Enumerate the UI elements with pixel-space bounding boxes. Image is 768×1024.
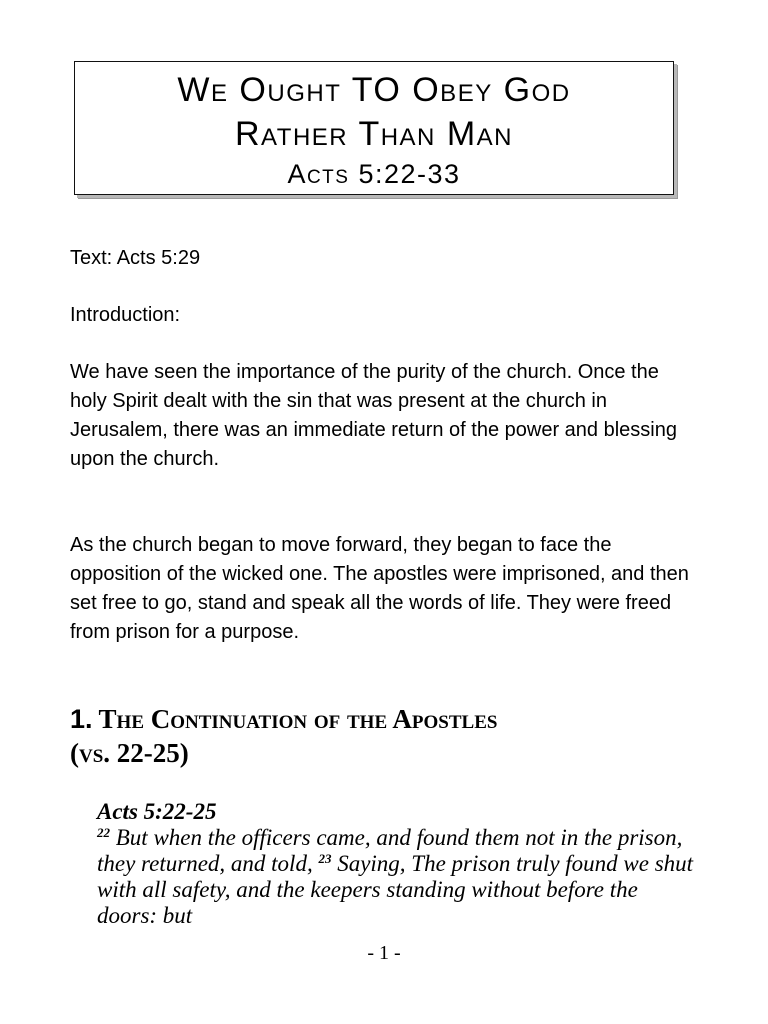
section-title: The Continuation of the Apostles bbox=[98, 704, 498, 734]
verse-number-23: 23 bbox=[318, 851, 332, 866]
verse-22-text: But when the officers came, and found them not in the prison, they returned, and told, bbox=[97, 825, 683, 876]
text-reference: Text: Acts 5:29 bbox=[70, 247, 201, 269]
paragraph-1: We have seen the importance of the purity of the church. Once the holy Spirit dealt with the sin that was present at the church in Jerusalem, there was an immediate return of the power and blessing upon the church. bbox=[70, 361, 677, 470]
title-line-2: Rather Than Man bbox=[235, 115, 513, 153]
title-reference: Acts 5:22-33 bbox=[287, 159, 461, 189]
title-box bbox=[74, 61, 674, 195]
scripture-reference: Acts 5:22-25 bbox=[97, 799, 217, 824]
verse-number-22: 22 bbox=[97, 825, 110, 840]
section-range: (vs. 22-25) bbox=[70, 738, 189, 768]
verse-23-text: Saying, The prison truly found we shut with all safety, and the keepers standing without before the doors: but bbox=[97, 851, 694, 928]
title-line-1: We Ought TO Obey God bbox=[177, 71, 571, 109]
paragraph-2: As the church began to move forward, they began to face the opposition of the wicked one. The apostles were imprisoned, and then set free to go, stand and speak all the words of life. They were freed from prison for a purpose. bbox=[70, 534, 689, 643]
page-number: - 1 - bbox=[367, 942, 401, 964]
scripture-passage bbox=[97, 799, 697, 929]
introduction-label: Introduction: bbox=[70, 304, 181, 326]
section-number: 1. bbox=[70, 704, 93, 734]
section-heading bbox=[70, 702, 710, 770]
